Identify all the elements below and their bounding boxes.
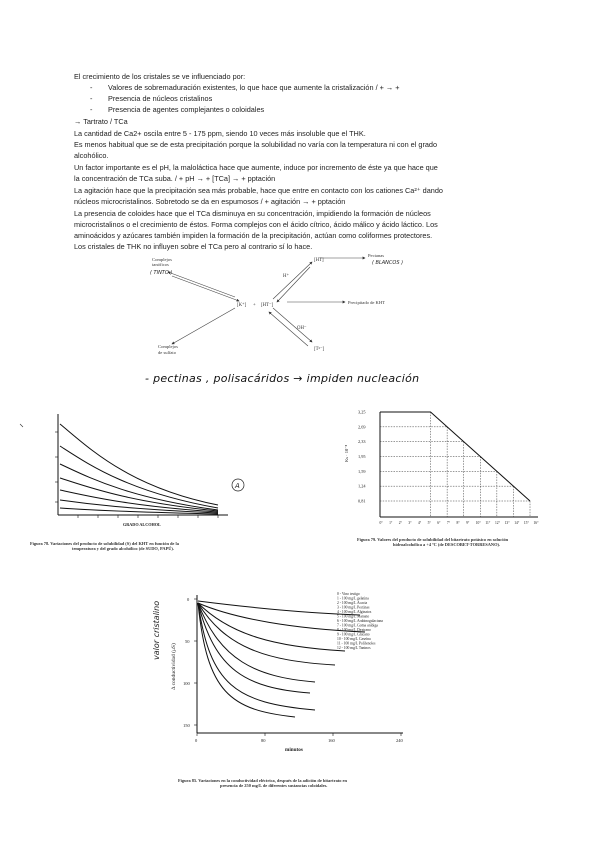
fig85-legend-entry: 8 - 100 mg/L Dextrano bbox=[337, 628, 371, 632]
paragraph-line: microcristalinos o el crecimiento de éstos. Forma complejos con el ácido cítrico, ácido málico y ácido láctico. Los bbox=[74, 220, 438, 229]
fig79-y-tick: 1,59 bbox=[358, 468, 366, 474]
pectins-label: Pectanas bbox=[368, 253, 385, 258]
fig85-y-tick: 100 bbox=[183, 681, 190, 686]
fig79-y-tick: 3,25 bbox=[358, 409, 366, 415]
paragraph-line: alcohólico. bbox=[74, 151, 109, 160]
fig85-legend-entry: 4 - 100 mg/L Alginatos bbox=[337, 610, 372, 614]
paragraph-line: núcleos microcristalinos. Sobretodo se da en espumosos / + agitación → + pptación bbox=[74, 197, 346, 206]
arrow-to-sulfate-complex bbox=[172, 308, 235, 344]
bullet-item: - Valores de sobremaduración existentes, lo que hace que aumente la cristalización / + → + bbox=[90, 83, 400, 92]
fig79-x-tick: 0° bbox=[379, 521, 383, 525]
fig85-legend-entry: 0 - Vino testigo bbox=[337, 592, 360, 596]
ht-minus-label: [HT⁻] bbox=[261, 303, 274, 308]
precipitate-label: Precipitado de KHT bbox=[348, 300, 385, 305]
fig79-y-tick: 1,95 bbox=[358, 454, 366, 459]
fig79-x-tick: 11° bbox=[485, 521, 491, 525]
fig79-x-tick: 8° bbox=[456, 521, 460, 525]
tannin-complex-label: Complejos bbox=[152, 257, 172, 262]
fig85-curve bbox=[198, 601, 360, 615]
fig79-x-tick: 6° bbox=[437, 521, 441, 525]
paragraph-line: la concentración de TCa suba. / + pH → + [TCa] → + pptación bbox=[74, 174, 276, 183]
fig79-x-tick: 9° bbox=[466, 521, 470, 525]
fig85-legend-entry: 2 - 100 mg/L Acacia bbox=[337, 601, 368, 605]
margin-mark bbox=[20, 424, 23, 427]
fig85-legend-entry: 10 - 100 mg/L Caseína bbox=[337, 637, 371, 641]
intro-text: El crecimiento de los cristales se ve influenciado por: bbox=[74, 72, 246, 81]
sulfate-complex-label: Complejos bbox=[158, 344, 178, 349]
paragraph-line: La cantidad de Ca2+ oscila entre 5 - 175 ppm, siendo 10 veces más insoluble que el THK. bbox=[74, 129, 366, 138]
t2-label: [T²⁻] bbox=[314, 347, 325, 352]
fig85-legend-entry: 3 - 100 mg/L Pectinas bbox=[337, 605, 370, 610]
fig85-curve bbox=[198, 603, 315, 710]
fig85-x-label: minutos bbox=[285, 747, 303, 753]
fig85-x-tick: 240 bbox=[396, 738, 403, 743]
arrow-to-ht bbox=[273, 262, 312, 299]
fig85-y-tick: 50 bbox=[185, 639, 190, 644]
fig85-handnote: valor cristalino bbox=[152, 600, 161, 660]
arrow-to-tannin-complex bbox=[168, 272, 235, 297]
fig85-legend-entry: 6 - 100 mg/L Arabinogalactana bbox=[337, 619, 383, 623]
ht-label: [HT] bbox=[314, 258, 324, 263]
fig79-y-tick: 0,81 bbox=[358, 498, 366, 504]
fig85-x-tick: 80 bbox=[261, 738, 266, 743]
fig79-x-tick: 10° bbox=[475, 521, 481, 525]
fig85-x-tick: 0 bbox=[195, 738, 198, 743]
fig85-curve bbox=[198, 603, 345, 651]
fig85-curve bbox=[198, 603, 315, 682]
bullet-item: - Presencia de núcleos cristalinos bbox=[90, 94, 213, 103]
fig79-y-axis-label: Ks · 10⁻⁸ bbox=[344, 444, 349, 462]
fig85-y-tick: 0 bbox=[187, 597, 190, 602]
bullet-item: - Presencia de agentes complejantes o coloidales bbox=[90, 105, 265, 114]
arrow-to-t2 bbox=[273, 308, 312, 342]
fig79-x-tick: 7° bbox=[446, 521, 451, 525]
fig79-x-tick: 3° bbox=[408, 521, 412, 525]
blancos-handnote: ( BLANCOS ) bbox=[372, 260, 404, 266]
fig85-legend-entry: 1 - 100 mg/L gelatina bbox=[337, 596, 369, 601]
fig78-caption: Figura 78. Variaciones del producto de solubilidad (S) del KHT en función de la temperatura y del grado alcohólico (de SUDO, PAPÚ). bbox=[30, 541, 179, 552]
fig79-x-tick: 5° bbox=[427, 521, 431, 525]
paragraph-line: Los cristales de THK no influyen sobre el TCa pero al contrario sí lo hace. bbox=[74, 242, 313, 251]
oh-minus-label: OH⁻ bbox=[297, 326, 307, 331]
figure-78 bbox=[18, 402, 263, 557]
fig85-legend-entry: 9 - 100 mg/L Glucano bbox=[337, 632, 370, 637]
fig85-y-label: Δ conductividad (μS) bbox=[171, 643, 177, 690]
figure-79 bbox=[340, 402, 550, 537]
fig79-y-tick: 1,24 bbox=[358, 483, 366, 489]
paragraph-line: Un factor importante es el pH, la maloláctica hace que aumente, induce por incremento de éste ya que hace que bbox=[74, 163, 438, 172]
fig85-y-tick: 150 bbox=[183, 723, 190, 728]
paragraph-line: Es menos habitual que se de esta precipitación porque la solubilidad no varía con la temperatura ni con el grado bbox=[74, 140, 438, 149]
fig78-axis-label: GRADO ALCOHOL bbox=[123, 522, 161, 527]
sulfate-complex-label-2: de sulfato bbox=[158, 350, 176, 355]
fig85-legend-entry: 11 - 100 mg/L Polifenoles bbox=[337, 641, 376, 646]
h-plus-label: H⁺ bbox=[283, 274, 289, 279]
fig79-x-tick: 12° bbox=[495, 521, 501, 525]
handwritten-note: - pectinas , polisacáridos → impiden nucleación bbox=[145, 372, 420, 385]
fig79-x-tick: 1° bbox=[389, 521, 393, 525]
circled-mark-label: A bbox=[235, 482, 240, 490]
fig79-y-tick: 2,33 bbox=[358, 439, 366, 445]
fig85-legend-entry: 7 - 100 mg/L Goma arábiga bbox=[337, 623, 378, 628]
fig85-caption: Figura 85. Variaciones en la conductividad eléctrica, después de la adición de bitartrato en presencia de 250 mg/L de diferentes sustancias coloidales. bbox=[178, 778, 347, 789]
fig79-x-tick: 13° bbox=[504, 521, 510, 525]
fig79-x-tick: 15° bbox=[523, 521, 529, 525]
equilibrium-diagram bbox=[140, 250, 440, 360]
tinto-handnote: ( TINTO ) bbox=[150, 270, 173, 276]
tannin-complex-label-2: tanóficos bbox=[152, 262, 169, 267]
fig85-legend-entry: 5 - 100 mg/L Manano bbox=[337, 614, 370, 619]
k-plus-label: [K⁺] bbox=[237, 303, 247, 308]
paragraph-line: → Tartrato / TCa bbox=[74, 117, 128, 126]
fig85-x-tick: 160 bbox=[328, 738, 335, 743]
figure-85 bbox=[145, 585, 445, 765]
paragraph-line: La presencia de coloides hace que el TCa disminuya en su concentración, impidiendo la formación de núcleos bbox=[74, 209, 431, 218]
paragraph-line: La agitación hace que la precipitación sea más probable, hace que entre en contacto con los cationes Ca²⁺ dando bbox=[74, 186, 443, 195]
fig79-x-tick: 4° bbox=[418, 521, 422, 525]
fig79-caption: Figura 79. Valores del producto de solubilidad del bitartrato potásico en solución hidroalcohólica a +4 ºC (de DESCOBET-TORRESANO). bbox=[357, 537, 509, 548]
paragraph-line: aminoácidos y azúcares también impiden la formación de la precipitación, actúan como coliformes protectores. bbox=[74, 231, 433, 240]
fig79-x-tick: 2° bbox=[398, 521, 402, 525]
fig79-x-tick: 16° bbox=[533, 521, 539, 525]
fig85-legend-entry: 12 - 100 mg/L Taninos bbox=[337, 646, 371, 650]
fig79-x-tick: 14° bbox=[514, 521, 520, 525]
fig79-y-tick: 2,69 bbox=[358, 424, 366, 430]
plus-sign: + bbox=[253, 303, 256, 308]
